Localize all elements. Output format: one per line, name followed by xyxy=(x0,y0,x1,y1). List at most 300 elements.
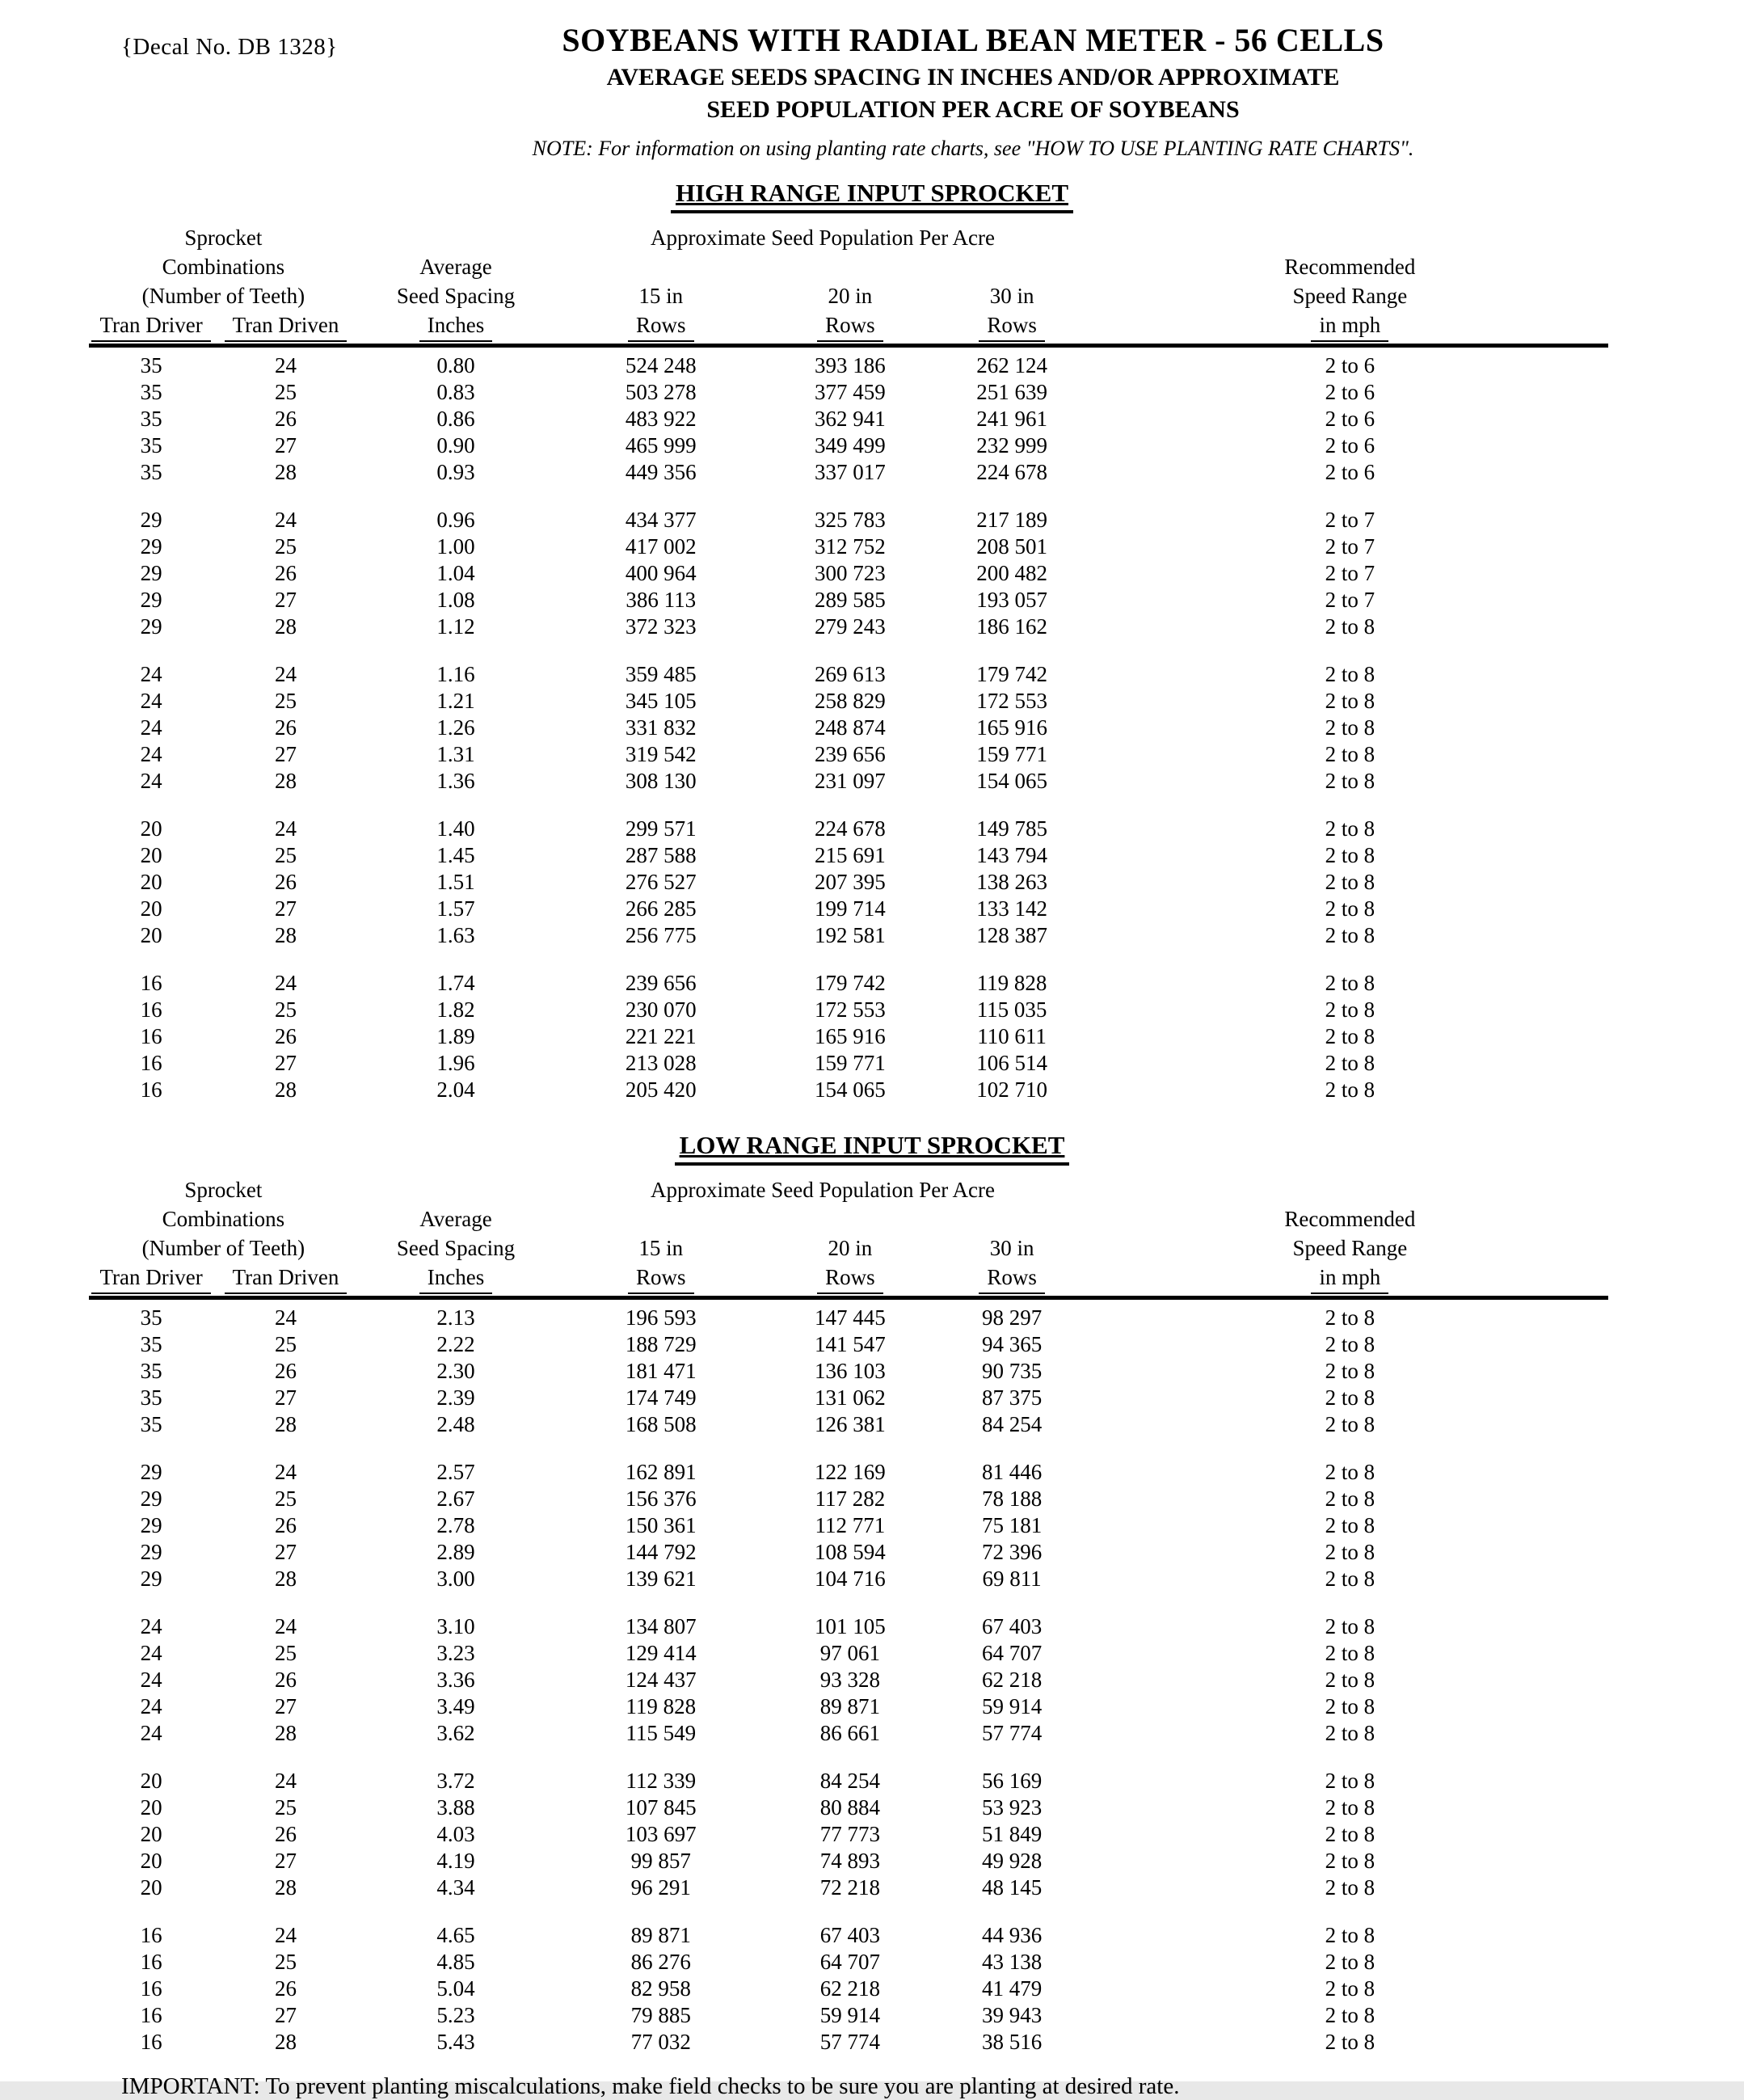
table-cell: 115 549 xyxy=(626,1721,697,1745)
table-cell: 393 186 xyxy=(814,353,886,377)
table-cell: 213 028 xyxy=(625,1051,697,1075)
table-cell: 16 xyxy=(140,2003,162,2027)
table-cell: 308 130 xyxy=(625,769,697,793)
table-cell: 27 xyxy=(274,433,297,458)
table-cell: 231 097 xyxy=(814,769,886,793)
table-cell: 75 181 xyxy=(981,1513,1043,1537)
table-cell: 87 375 xyxy=(981,1385,1043,1410)
table-cell: 434 377 xyxy=(625,508,697,532)
table-cell: 25 xyxy=(274,997,297,1022)
column-header-rows-20: Rows xyxy=(768,310,932,342)
table-cell: 3.10 xyxy=(436,1614,475,1638)
table-cell: 1.82 xyxy=(436,997,475,1022)
row-group xyxy=(89,1922,1608,2056)
table-cell: 2 to 8 xyxy=(1325,870,1375,894)
table-row xyxy=(89,1821,1608,1848)
table-row xyxy=(89,2002,1608,2029)
table-cell: 2 to 6 xyxy=(1325,353,1375,377)
table-cell: 124 437 xyxy=(625,1668,697,1692)
high-range-table xyxy=(89,223,1608,1103)
table-cell: 2 to 8 xyxy=(1325,1849,1375,1873)
table-cell: 188 729 xyxy=(625,1332,697,1356)
page-subtitle-line1: AVERAGE SEEDS SPACING IN INCHES AND/OR APPROXIMATE xyxy=(606,64,1340,91)
table-cell: 2 to 8 xyxy=(1325,742,1375,766)
high-range-table-body xyxy=(89,352,1608,1103)
table-cell: 4.19 xyxy=(436,1849,475,1873)
column-header-15in: 15 in xyxy=(638,1236,684,1260)
table-cell: 24 xyxy=(274,1923,297,1947)
table-cell: 90 735 xyxy=(981,1359,1043,1383)
table-row xyxy=(89,1693,1608,1720)
table-cell: 2.89 xyxy=(436,1540,475,1564)
table-cell: 2 to 7 xyxy=(1325,561,1375,585)
table-cell: 24 xyxy=(140,1614,162,1638)
table-cell: 192 581 xyxy=(814,923,886,947)
table-cell: 400 964 xyxy=(625,561,697,585)
table-cell: 103 697 xyxy=(625,1822,697,1846)
table-cell: 2 to 8 xyxy=(1325,923,1375,947)
table-cell: 67 403 xyxy=(981,1614,1043,1638)
table-cell: 56 169 xyxy=(981,1769,1043,1793)
table-cell: 29 xyxy=(140,561,162,585)
table-cell: 93 328 xyxy=(819,1668,880,1692)
table-cell: 2 to 8 xyxy=(1325,1540,1375,1564)
table-cell: 208 501 xyxy=(976,534,1047,559)
table-row xyxy=(89,507,1608,533)
table-cell: 241 961 xyxy=(976,407,1047,431)
table-cell: 139 621 xyxy=(625,1567,697,1591)
table-cell: 29 xyxy=(140,614,162,639)
table-cell: 319 542 xyxy=(625,742,697,766)
column-header-population: Approximate Seed Population Per Acre xyxy=(651,1178,995,1202)
table-cell: 331 832 xyxy=(625,715,697,740)
table-cell: 26 xyxy=(274,1024,297,1048)
column-header-30in: 30 in xyxy=(989,1236,1034,1260)
table-cell: 16 xyxy=(140,997,162,1022)
table-cell: 2.57 xyxy=(436,1460,475,1484)
table-cell: 2 to 8 xyxy=(1325,1721,1375,1745)
table-cell: 0.96 xyxy=(436,508,475,532)
table-cell: 25 xyxy=(274,1950,297,1974)
table-cell: 269 613 xyxy=(814,662,886,686)
table-cell: 26 xyxy=(274,407,297,431)
table-cell: 44 936 xyxy=(981,1923,1043,1947)
column-header-teeth: (Number of Teeth) xyxy=(141,284,305,308)
table-cell: 29 xyxy=(140,1486,162,1511)
table-cell: 248 874 xyxy=(814,715,886,740)
table-cell: 29 xyxy=(140,1460,162,1484)
table-cell: 26 xyxy=(274,715,297,740)
table-cell: 207 395 xyxy=(814,870,886,894)
table-cell: 172 553 xyxy=(976,689,1047,713)
table-cell: 96 291 xyxy=(630,1875,691,1900)
row-group xyxy=(89,816,1608,949)
table-cell: 24 xyxy=(274,662,297,686)
table-cell: 57 774 xyxy=(819,2030,880,2054)
table-row xyxy=(89,1949,1608,1976)
table-cell: 503 278 xyxy=(625,380,697,404)
table-cell: 26 xyxy=(274,870,297,894)
table-cell: 287 588 xyxy=(625,843,697,867)
table-row xyxy=(89,688,1608,715)
table-cell: 2 to 8 xyxy=(1325,843,1375,867)
table-row xyxy=(89,1411,1608,1438)
table-cell: 262 124 xyxy=(976,353,1047,377)
table-cell: 147 445 xyxy=(814,1305,886,1330)
table-cell: 2.22 xyxy=(436,1332,475,1356)
table-cell: 2 to 8 xyxy=(1325,1513,1375,1537)
table-cell: 20 xyxy=(140,816,162,841)
table-cell: 59 914 xyxy=(819,2003,880,2027)
column-header-rows-30: Rows xyxy=(932,1263,1091,1294)
table-cell: 35 xyxy=(140,1332,162,1356)
table-cell: 27 xyxy=(274,1051,297,1075)
table-cell: 20 xyxy=(140,1875,162,1900)
table-cell: 59 914 xyxy=(981,1694,1043,1718)
column-header-rows-15: Rows xyxy=(554,310,768,342)
table-cell: 159 771 xyxy=(814,1051,886,1075)
header-row-1 xyxy=(89,1175,1608,1204)
table-row xyxy=(89,1486,1608,1512)
table-cell: 2 to 8 xyxy=(1325,1668,1375,1692)
row-group xyxy=(89,1613,1608,1747)
table-row xyxy=(89,1976,1608,2002)
table-cell: 35 xyxy=(140,1385,162,1410)
table-cell: 74 893 xyxy=(819,1849,880,1873)
table-cell: 2 to 8 xyxy=(1325,1305,1375,1330)
table-cell: 2 to 6 xyxy=(1325,433,1375,458)
table-row xyxy=(89,406,1608,432)
column-header-in-mph: in mph xyxy=(1092,1263,1608,1294)
row-group xyxy=(89,1768,1608,1901)
column-header-seed-spacing: Seed Spacing xyxy=(396,284,516,308)
table-row xyxy=(89,842,1608,869)
table-cell: 2 to 6 xyxy=(1325,407,1375,431)
table-row xyxy=(89,869,1608,896)
column-header-rows-15: Rows xyxy=(554,1263,768,1294)
table-cell: 193 057 xyxy=(976,588,1047,612)
table-row xyxy=(89,1566,1608,1592)
table-cell: 81 446 xyxy=(981,1460,1043,1484)
table-cell: 64 707 xyxy=(819,1950,880,1974)
table-cell: 29 xyxy=(140,534,162,559)
table-cell: 24 xyxy=(274,816,297,841)
table-cell: 256 775 xyxy=(625,923,697,947)
table-cell: 29 xyxy=(140,508,162,532)
table-cell: 62 218 xyxy=(981,1668,1043,1692)
low-range-section-title: LOW RANGE INPUT SPROCKET xyxy=(0,1131,1744,1166)
table-row xyxy=(89,379,1608,406)
table-cell: 24 xyxy=(140,1641,162,1665)
table-cell: 4.03 xyxy=(436,1822,475,1846)
table-cell: 205 420 xyxy=(625,1077,697,1102)
table-cell: 129 414 xyxy=(625,1641,697,1665)
table-cell: 104 716 xyxy=(814,1567,886,1591)
table-row xyxy=(89,1539,1608,1566)
table-cell: 3.36 xyxy=(436,1668,475,1692)
table-cell: 24 xyxy=(274,1305,297,1330)
table-cell: 1.74 xyxy=(436,971,475,995)
row-group xyxy=(89,1305,1608,1438)
table-cell: 69 811 xyxy=(982,1567,1042,1591)
table-cell: 20 xyxy=(140,1822,162,1846)
table-cell: 2 to 8 xyxy=(1325,1822,1375,1846)
table-cell: 28 xyxy=(274,1875,297,1900)
table-cell: 24 xyxy=(274,1460,297,1484)
table-row xyxy=(89,1720,1608,1747)
table-cell: 51 849 xyxy=(981,1822,1043,1846)
table-cell: 27 xyxy=(274,588,297,612)
table-cell: 89 871 xyxy=(630,1923,691,1947)
table-cell: 2 to 6 xyxy=(1325,460,1375,484)
table-cell: 26 xyxy=(274,1822,297,1846)
table-cell: 0.86 xyxy=(436,407,475,431)
table-cell: 362 941 xyxy=(814,407,886,431)
table-cell: 1.00 xyxy=(436,534,475,559)
table-cell: 25 xyxy=(274,534,297,559)
table-cell: 251 639 xyxy=(976,380,1047,404)
column-header-combinations: Combinations xyxy=(162,1207,285,1231)
page-title: SOYBEANS WITH RADIAL BEAN METER - 56 CELLS xyxy=(562,22,1384,58)
table-cell: 35 xyxy=(140,407,162,431)
table-cell: 86 661 xyxy=(819,1721,880,1745)
table-row xyxy=(89,1613,1608,1640)
column-header-30in: 30 in xyxy=(989,284,1034,308)
table-cell: 386 113 xyxy=(626,588,697,612)
low-range-table xyxy=(89,1175,1608,2056)
table-row xyxy=(89,1768,1608,1794)
table-row xyxy=(89,1794,1608,1821)
table-cell: 24 xyxy=(140,1694,162,1718)
table-cell: 1.45 xyxy=(436,843,475,867)
page-subtitle-line2: SEED POPULATION PER ACRE OF SOYBEANS xyxy=(706,96,1240,123)
table-cell: 102 710 xyxy=(976,1077,1047,1102)
table-cell: 1.04 xyxy=(436,561,475,585)
table-cell: 2 to 7 xyxy=(1325,588,1375,612)
table-cell: 29 xyxy=(140,1513,162,1537)
table-cell: 126 381 xyxy=(814,1412,886,1436)
table-cell: 24 xyxy=(140,1721,162,1745)
table-cell: 337 017 xyxy=(814,460,886,484)
table-row xyxy=(89,896,1608,922)
table-cell: 115 035 xyxy=(976,997,1047,1022)
table-cell: 97 061 xyxy=(819,1641,880,1665)
table-cell: 29 xyxy=(140,1540,162,1564)
table-cell: 27 xyxy=(274,1849,297,1873)
header-row-1 xyxy=(89,223,1608,252)
column-header-seed-spacing: Seed Spacing xyxy=(396,1236,516,1260)
table-cell: 20 xyxy=(140,870,162,894)
column-header-tran-driven: Tran Driven xyxy=(213,310,358,342)
table-cell: 2 to 8 xyxy=(1325,1875,1375,1900)
table-cell: 25 xyxy=(274,1795,297,1820)
usage-note: NOTE: For information on using planting rate charts, see "HOW TO USE PLANTING RATE CHARTS". xyxy=(532,137,1414,160)
table-cell: 24 xyxy=(274,1769,297,1793)
table-row xyxy=(89,2029,1608,2056)
table-cell: 24 xyxy=(140,742,162,766)
column-header-in-mph: in mph xyxy=(1092,310,1608,342)
table-cell: 2 to 8 xyxy=(1325,614,1375,639)
table-row xyxy=(89,587,1608,614)
table-cell: 230 070 xyxy=(625,997,697,1022)
table-row xyxy=(89,352,1608,379)
table-cell: 48 145 xyxy=(981,1875,1043,1900)
table-cell: 53 923 xyxy=(981,1795,1043,1820)
table-row xyxy=(89,1305,1608,1331)
table-cell: 239 656 xyxy=(625,971,697,995)
table-cell: 0.93 xyxy=(436,460,475,484)
table-row xyxy=(89,997,1608,1023)
table-row xyxy=(89,432,1608,459)
table-row xyxy=(89,1358,1608,1385)
header-row-3 xyxy=(89,1233,1608,1263)
row-group xyxy=(89,661,1608,795)
table-cell: 1.63 xyxy=(436,923,475,947)
table-cell: 2 to 8 xyxy=(1325,1024,1375,1048)
table-cell: 2 to 8 xyxy=(1325,2030,1375,2054)
table-header xyxy=(89,223,1608,348)
table-row xyxy=(89,970,1608,997)
table-cell: 16 xyxy=(140,1976,162,2001)
table-cell: 84 254 xyxy=(981,1412,1043,1436)
table-cell: 1.12 xyxy=(436,614,475,639)
table-row xyxy=(89,922,1608,949)
decal-number: {Decal No. DB 1328} xyxy=(121,34,338,60)
column-header-population: Approximate Seed Population Per Acre xyxy=(651,226,995,250)
table-cell: 28 xyxy=(274,923,297,947)
table-cell: 4.65 xyxy=(436,1923,475,1947)
table-cell: 28 xyxy=(274,614,297,639)
column-header-recommended: Recommended xyxy=(1284,255,1416,279)
table-cell: 349 499 xyxy=(814,433,886,458)
column-header-speed-range: Speed Range xyxy=(1292,1236,1408,1260)
table-cell: 2 to 8 xyxy=(1325,769,1375,793)
table-cell: 5.43 xyxy=(436,2030,475,2054)
table-cell: 20 xyxy=(140,923,162,947)
table-cell: 28 xyxy=(274,1077,297,1102)
table-cell: 106 514 xyxy=(976,1051,1047,1075)
table-cell: 28 xyxy=(274,2030,297,2054)
table-cell: 417 002 xyxy=(625,534,697,559)
high-range-section-title: HIGH RANGE INPUT SPROCKET xyxy=(0,179,1744,213)
table-cell: 119 828 xyxy=(626,1694,697,1718)
table-cell: 179 742 xyxy=(976,662,1047,686)
column-header-inches: Inches xyxy=(358,310,554,342)
table-cell: 2 to 8 xyxy=(1325,1950,1375,1974)
table-cell: 64 707 xyxy=(981,1641,1043,1665)
table-cell: 101 105 xyxy=(814,1614,886,1638)
row-group xyxy=(89,507,1608,640)
table-cell: 224 678 xyxy=(814,816,886,841)
table-cell: 141 547 xyxy=(814,1332,886,1356)
table-cell: 165 916 xyxy=(814,1024,886,1048)
table-cell: 2 to 8 xyxy=(1325,1795,1375,1820)
table-cell: 2 to 8 xyxy=(1325,1976,1375,2001)
table-row xyxy=(89,661,1608,688)
table-cell: 2 to 8 xyxy=(1325,816,1375,841)
table-cell: 2.78 xyxy=(436,1513,475,1537)
table-cell: 224 678 xyxy=(976,460,1047,484)
table-cell: 128 387 xyxy=(976,923,1047,947)
table-cell: 449 356 xyxy=(625,460,697,484)
table-cell: 2.30 xyxy=(436,1359,475,1383)
table-cell: 159 771 xyxy=(976,742,1047,766)
table-cell: 16 xyxy=(140,971,162,995)
table-row xyxy=(89,1512,1608,1539)
table-cell: 179 742 xyxy=(814,971,886,995)
table-cell: 5.23 xyxy=(436,2003,475,2027)
table-cell: 196 593 xyxy=(625,1305,697,1330)
table-cell: 1.89 xyxy=(436,1024,475,1048)
table-cell: 2 to 8 xyxy=(1325,1051,1375,1075)
table-cell: 28 xyxy=(274,460,297,484)
table-cell: 67 403 xyxy=(819,1923,880,1947)
table-cell: 154 065 xyxy=(814,1077,886,1102)
table-cell: 2.39 xyxy=(436,1385,475,1410)
table-cell: 20 xyxy=(140,1769,162,1793)
table-cell: 2.04 xyxy=(436,1077,475,1102)
table-row xyxy=(89,614,1608,640)
table-cell: 217 189 xyxy=(976,508,1047,532)
table-cell: 2 to 8 xyxy=(1325,997,1375,1022)
table-cell: 26 xyxy=(274,1359,297,1383)
table-cell: 2 to 7 xyxy=(1325,534,1375,559)
table-cell: 119 828 xyxy=(976,971,1047,995)
table-cell: 62 218 xyxy=(819,1976,880,2001)
table-cell: 2 to 8 xyxy=(1325,662,1375,686)
column-header-rows-20: Rows xyxy=(768,1263,932,1294)
table-row xyxy=(89,1023,1608,1050)
table-cell: 24 xyxy=(274,508,297,532)
table-cell: 133 142 xyxy=(976,896,1047,921)
table-cell: 134 807 xyxy=(625,1614,697,1638)
table-cell: 2 to 8 xyxy=(1325,715,1375,740)
table-row xyxy=(89,533,1608,560)
table-cell: 27 xyxy=(274,1385,297,1410)
column-header-tran-driver: Tran Driver xyxy=(89,310,213,342)
row-group xyxy=(89,1459,1608,1592)
table-cell: 1.36 xyxy=(436,769,475,793)
table-cell: 1.51 xyxy=(436,870,475,894)
table-cell: 24 xyxy=(274,971,297,995)
table-cell: 2 to 8 xyxy=(1325,1694,1375,1718)
table-cell: 112 771 xyxy=(815,1513,886,1537)
table-cell: 26 xyxy=(274,1668,297,1692)
column-header-speed-range: Speed Range xyxy=(1292,284,1408,308)
table-cell: 28 xyxy=(274,769,297,793)
table-cell: 110 611 xyxy=(977,1024,1047,1048)
column-header-sprocket: Sprocket xyxy=(184,226,263,250)
table-cell: 2 to 8 xyxy=(1325,896,1375,921)
table-cell: 1.26 xyxy=(436,715,475,740)
column-header-average: Average xyxy=(419,1207,492,1231)
table-cell: 2 to 8 xyxy=(1325,1641,1375,1665)
table-cell: 199 714 xyxy=(814,896,886,921)
table-cell: 2 to 8 xyxy=(1325,1923,1375,1947)
table-cell: 35 xyxy=(140,1412,162,1436)
table-row xyxy=(89,459,1608,486)
column-header-tran-driver: Tran Driver xyxy=(89,1263,213,1294)
table-cell: 122 169 xyxy=(814,1460,886,1484)
row-group xyxy=(89,352,1608,486)
table-cell: 25 xyxy=(274,689,297,713)
table-cell: 2 to 8 xyxy=(1325,2003,1375,2027)
table-cell: 162 891 xyxy=(625,1460,697,1484)
table-cell: 26 xyxy=(274,561,297,585)
table-cell: 16 xyxy=(140,1051,162,1075)
column-header-average: Average xyxy=(419,255,492,279)
table-cell: 43 138 xyxy=(981,1950,1043,1974)
